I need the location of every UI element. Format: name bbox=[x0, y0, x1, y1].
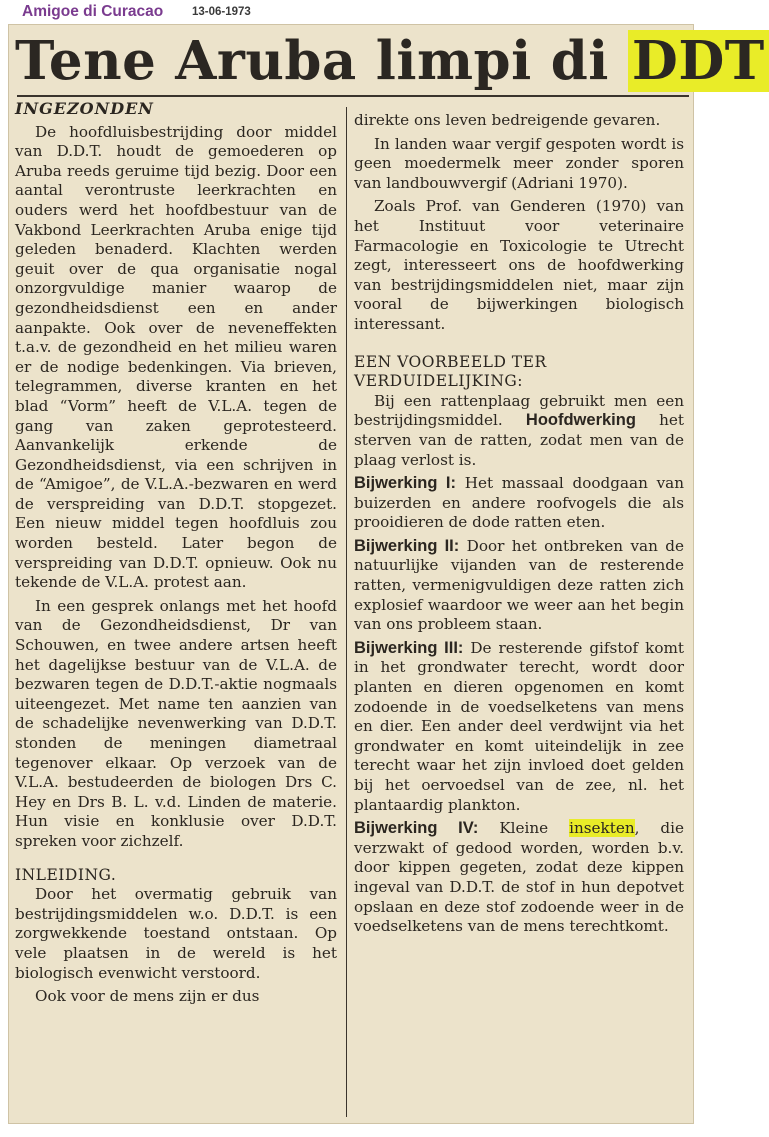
headline-highlight: DDT bbox=[628, 30, 769, 92]
intro-paragraph: In een gesprek onlangs met het hoofd van de Gezondheidsdienst, Dr van Schouwen, en twee andere artsen heeft het dagelijkse bestuur van de V.L.A. de bezwaren tegen de D.D.T.-aktie nogmaals uiteengezet. Met name ten aanzien van de schadelijke nevenwerking van D.D.T. stonden de meningen diametraal tegenover elkaar. Op verzoek van de V.L.A. bestudeerden de biologen Drs C. Hey en Drs B. L. v.d. Linden de materie. Hun visie en konklusie over D.D.T. spreken voor zichzelf. bbox=[15, 596, 337, 850]
bijwerking-label: Bijwerking IV: bbox=[354, 819, 479, 838]
section-heading-voorbeeld: EEN VOORBEELD TER VERDUIDELIJKING: bbox=[354, 352, 547, 391]
bijwerking-label: Bijwerking II: bbox=[354, 536, 460, 555]
bijwerking-text: Door het ontbreken van de natuurlijke vijanden van de resterende ratten, vermenigvuldigen deze ratten zich explosief waardoor we weer aan het begin van ons probleem staan. bbox=[354, 536, 684, 634]
bijwerking-text: Het massaal doodgaan van buizerden en andere roofvogels die als prooidieren de dode ratten eten. bbox=[354, 474, 684, 532]
bijwerking-paragraph bbox=[354, 819, 684, 937]
hoofdwerking-label: Hoofdwerking bbox=[525, 411, 636, 430]
inleiding-paragraph: Ook voor de mens zijn er dus bbox=[35, 987, 260, 1006]
bijwerking-text: , die verzwakt of gedood worden, worden b.v. door kippen gegeten, zodat deze kippen ingeval van D.D.T. de stof in hun depotvet opslaan en deze stof zodoende weer in de voedselketens van de mens terechtkomt. bbox=[354, 819, 684, 936]
voorbeeld-paragraph bbox=[354, 392, 684, 470]
bijwerking-paragraph bbox=[354, 639, 684, 815]
column-divider bbox=[346, 107, 347, 1117]
masthead bbox=[0, 0, 700, 26]
headline-text: Tene Aruba limpi di bbox=[15, 30, 628, 92]
byline: INGEZONDEN bbox=[15, 99, 154, 118]
right-column bbox=[354, 111, 684, 941]
bijwerking-paragraph bbox=[354, 537, 684, 635]
headline bbox=[15, 29, 765, 93]
publication-date: 13-06-1973 bbox=[192, 6, 251, 18]
section-heading-inleiding: INLEIDING. bbox=[15, 865, 117, 884]
inleiding-paragraph: Door het overmatig gebruik van bestrijdingsmiddelen w.o. D.D.T. is een zorgwekkende toestand ontstaan. Op vele plaatsen in de wereld is het biologisch evenwicht verstoord. bbox=[15, 885, 337, 982]
intro-paragraph: De hoofdluisbestrijding door middel van D.D.T. houdt de gemoederen op Aruba reeds geruime tijd bezig. Door een aantal verontruste leerkrachten en ouders werd het hoofdbestuur van de Vakbond Leerkrachten Aruba enige tijd geleden benaderd. Klachten werden geuit over de qua organisatie nogal onzorgvuldige manier waarop de gezondheidsdienst een en ander aanpakte. Ook over de neveneffekten t.a.v. de gezondheid en het milieu waren er de nodige bedenkingen. Via brieven, telegrammen, diverse kranten en het blad “Vorm” heeft de V.L.A. tegen de gang van zaken geprotesteerd. Aanvankelijk erkende de Gezondheidsdienst, via een schrijven in de “Amigoe”, de V.L.A.-bezwaren en werd de verspreiding van D.D.T. stopgezet. Een nieuw middel tegen hoofdluis zou worden besteld. Later begon de verspreiding van D.D.T. opnieuw. Ook nu tekende de V.L.A. protest aan. bbox=[15, 122, 337, 592]
voorbeeld-text: Bij een rattenplaag gebruikt men een bestrijdingsmiddel. bbox=[354, 391, 684, 430]
bijwerking-paragraph bbox=[354, 474, 684, 533]
highlighted-word: insekten bbox=[569, 819, 635, 838]
left-column bbox=[15, 97, 337, 1011]
bijwerking-text: Kleine bbox=[478, 819, 570, 838]
bijwerking-label: Bijwerking I: bbox=[354, 474, 456, 493]
body-paragraph: In landen waar vergif gespoten wordt is geen moedermelk meer zonder sporen van landbouwvergif (Adriani 1970). bbox=[354, 134, 684, 192]
newspaper-name: Amigoe di Curacao bbox=[22, 3, 164, 20]
bijwerking-label: Bijwerking III: bbox=[354, 638, 464, 657]
continuation-paragraph: direkte ons leven bedreigende gevaren. bbox=[354, 111, 661, 129]
newspaper-clipping bbox=[8, 24, 765, 1124]
voorbeeld-text: het sterven van de ratten, zodat men van de plaag verlost is. bbox=[354, 411, 684, 469]
body-paragraph: Zoals Prof. van Genderen (1970) van het Instituut voor veterinaire Farmacologie en Toxicologie te Utrecht zegt, interesseert ons de hoofdwerking van bestrijdingsmiddelen niet, maar zijn vooral de bijwerkingen biologisch interessant. bbox=[354, 197, 684, 333]
bijwerking-text: De resterende gifstof komt in het grondwater terecht, wordt door planten en dieren opgenomen en komt zodoende in de voedselketens van mens en dier. Een ander deel verdwijnt via het grondwater en komt uiteindelijk in zee terecht waar het zijn invloed doet gelden bij het oervoedsel van de zee, nl. het plantaardig plankton. bbox=[354, 638, 684, 814]
